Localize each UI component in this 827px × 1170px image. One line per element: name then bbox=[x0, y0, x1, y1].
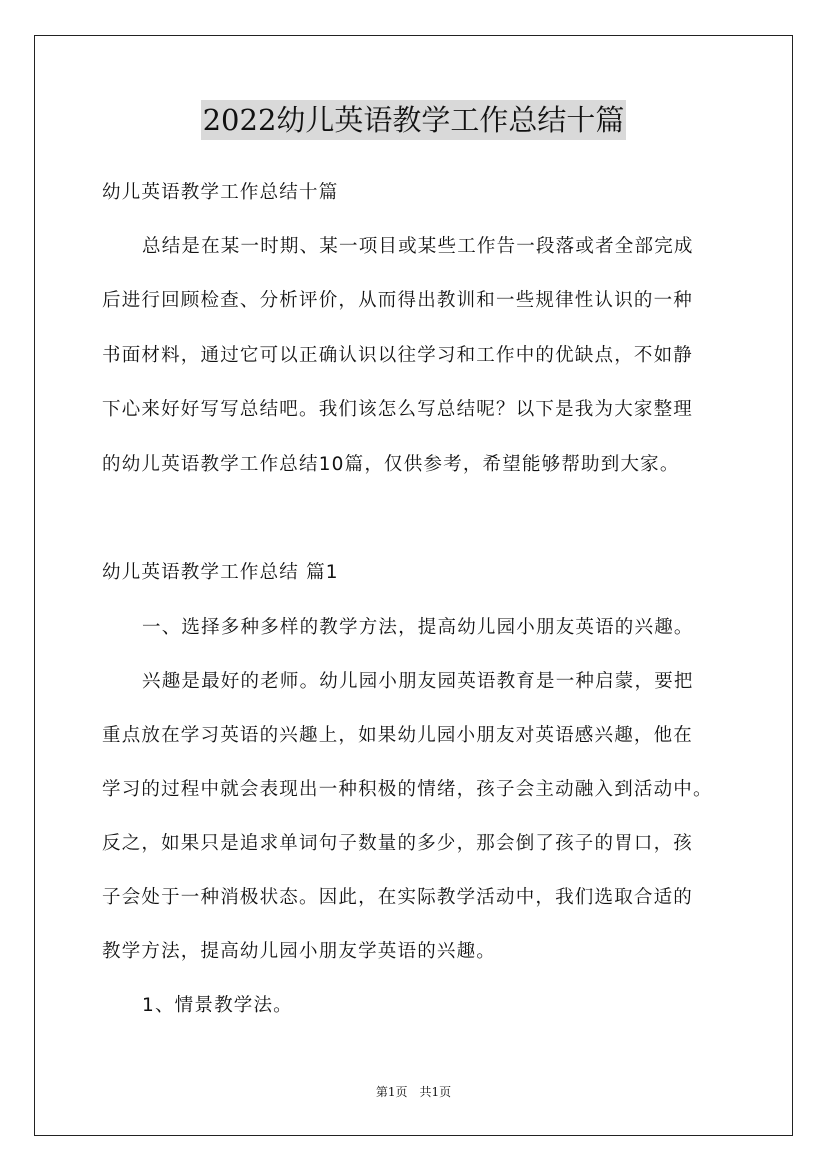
intro-line-1: 总结是在某一时期、某一项目或某些工作告一段落或者全部完成 bbox=[142, 236, 694, 257]
intro-line-4: 下心来好好写写总结吧。我们该怎么写总结呢？以下是我为大家整理 bbox=[102, 399, 694, 420]
body-line-2: 重点放在学习英语的兴趣上，如果幼儿园小朋友对英语感兴趣，他在 bbox=[102, 725, 694, 746]
title-container bbox=[0, 100, 827, 140]
intro-line-3: 书面材料，通过它可以正确认识以往学习和工作中的优缺点，不如静 bbox=[102, 345, 694, 366]
intro-line-2: 后进行回顾检查、分析评价，从而得出教训和一些规律性认识的一种 bbox=[102, 290, 694, 311]
document-subtitle: 幼儿英语教学工作总结十篇 bbox=[102, 182, 339, 203]
subpoint-heading: 1、情景教学法。 bbox=[142, 995, 293, 1016]
point-heading: 一、选择多种多样的教学方法，提高幼儿园小朋友英语的兴趣。 bbox=[142, 617, 694, 638]
page-footer: 第1页 共1页 bbox=[375, 1085, 452, 1099]
section-heading: 幼儿英语教学工作总结 篇1 bbox=[102, 562, 339, 583]
body-line-1: 兴趣是最好的老师。幼儿园小朋友园英语教育是一种启蒙，要把 bbox=[142, 671, 694, 692]
body-line-4: 反之，如果只是追求单词句子数量的多少，那会倒了孩子的胃口，孩 bbox=[102, 833, 694, 854]
body-line-6: 教学方法，提高幼儿园小朋友学英语的兴趣。 bbox=[102, 941, 497, 962]
body-line-3: 学习的过程中就会表现出一种积极的情绪，孩子会主动融入到活动中。 bbox=[102, 779, 713, 800]
document-title: 2022幼儿英语教学工作总结十篇 bbox=[201, 100, 627, 140]
intro-line-5: 的幼儿英语教学工作总结10篇，仅供参考，希望能够帮助到大家。 bbox=[102, 454, 680, 475]
body-line-5: 子会处于一种消极状态。因此，在实际教学活动中，我们选取合适的 bbox=[102, 887, 694, 908]
